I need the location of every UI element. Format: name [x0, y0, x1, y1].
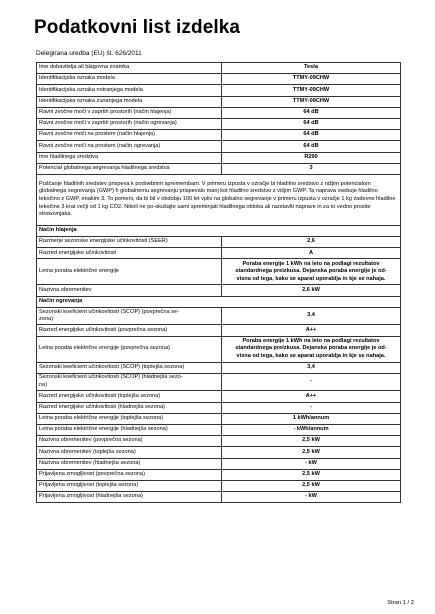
- row-value: TTMY-09CHW: [222, 85, 401, 96]
- row-label: Razmerje sezonske energijske učinkovitosti (SEER): [37, 237, 222, 248]
- row-value: 2,5 kW: [222, 480, 401, 491]
- table-row: [37, 96, 401, 107]
- table-row: [37, 413, 401, 424]
- section-heading: Način hlajenja: [37, 225, 401, 236]
- row-label: [37, 307, 222, 325]
- table-row: [37, 447, 401, 458]
- table-row: [37, 391, 401, 402]
- row-value: 64 dB: [222, 118, 401, 129]
- table-row: [37, 74, 401, 85]
- table-row: [37, 402, 401, 413]
- table-row: [37, 141, 401, 152]
- table-row: [37, 307, 401, 325]
- table-row: [37, 237, 401, 248]
- table-row: [37, 248, 401, 259]
- gwp-notice-row: [37, 174, 401, 225]
- row-value-line: standardnega preizkusa. Dejanska poraba energije je od-: [235, 345, 387, 352]
- row-label: Identifikacijska oznaka notranjega modela: [37, 85, 222, 96]
- row-label: Letna poraba električne energije (povprečna sezona): [37, 336, 222, 362]
- row-value: R290: [222, 152, 401, 163]
- regulation-subtitle: Delegirana uredba (EU) št. 626/2011: [36, 50, 142, 57]
- table-row: [37, 424, 401, 435]
- row-label: Ravni zvočne moči v zaprtih prostorih (način hlajenja): [37, 107, 222, 118]
- row-label: Nazivna obremenitev (povprečna sezona): [37, 436, 222, 447]
- row-label: Razred energijske učinkovitosti (povprečna sezona): [37, 325, 222, 336]
- row-value: 3: [222, 163, 401, 174]
- row-label: Ravni zvočne moči na prostem (način hlajenja): [37, 130, 222, 141]
- row-value: - kW: [222, 458, 401, 469]
- table-row: [37, 152, 401, 163]
- table-row: [37, 325, 401, 336]
- product-data-table: [36, 62, 401, 503]
- table-row: [37, 63, 401, 74]
- row-value: 2,5 kW: [222, 436, 401, 447]
- table-row: [37, 373, 401, 391]
- row-label: Nazivna obremenitev (toplejša sezona): [37, 447, 222, 458]
- row-value: TTMY-09CHW: [222, 74, 401, 85]
- table-row: [37, 259, 401, 285]
- row-value: A++: [222, 325, 401, 336]
- table-row: [37, 480, 401, 491]
- product-data-table-body: [37, 63, 401, 503]
- table-row: [37, 362, 401, 373]
- table-row: [37, 458, 401, 469]
- table-row: [37, 163, 401, 174]
- row-label: Razred energijske učinkovitosti: [37, 248, 222, 259]
- row-label: Nazivna obremenitev: [37, 285, 222, 296]
- row-label: Ravni zvočne moči na prostem (način ogrevanja): [37, 141, 222, 152]
- row-label-line: zona): [39, 316, 53, 323]
- row-value-line: standardnega preizkusa. Dejanska poraba energije je od-: [235, 268, 387, 275]
- row-label: Potencial globalnega segrevanja hladilnega sredstva: [37, 163, 222, 174]
- row-label: Sezonski koeficient učinkovitosti (SCOP) (toplejša sezona): [37, 362, 222, 373]
- row-value: Tesla: [222, 63, 401, 74]
- row-value: - kWh/annum: [222, 424, 401, 435]
- row-label: Letna poraba električne energije (hladnejša sezona): [37, 424, 222, 435]
- table-row: [37, 492, 401, 503]
- table-row: [37, 436, 401, 447]
- row-label: [37, 373, 222, 391]
- row-value: [222, 336, 401, 362]
- table-row: [37, 285, 401, 296]
- row-label-line: Sezonski koeficient učinkovitosti (SCOP) (povprečna se-: [39, 308, 179, 315]
- page-title: Podatkovni list izdelka: [34, 17, 241, 38]
- table-row: [37, 85, 401, 96]
- row-value: 2,5 kW: [222, 447, 401, 458]
- row-value-line: Poraba energije 1 kWh na leto na podlagi rezultatov: [242, 337, 380, 344]
- row-value: [222, 259, 401, 285]
- row-value: A: [222, 248, 401, 259]
- row-label: Razred energijske učinkovitosti (toplejša sezona): [37, 391, 222, 402]
- row-value-line: visna od tega, kako se aparat uporablja in kje se nahaja.: [236, 352, 386, 359]
- section-heading: Način ogrevanja: [37, 296, 401, 307]
- row-value-line: Poraba energije 1 kWh na leto na podlagi rezultatov: [242, 260, 380, 267]
- table-row: [37, 336, 401, 362]
- row-label: Ime hladilnega sredstva: [37, 152, 222, 163]
- row-value: -: [222, 402, 401, 413]
- row-label: Razred energijske učinkovitosti (hladnejša sezona): [37, 402, 222, 413]
- section-heading-row: [37, 296, 401, 307]
- table-row: [37, 107, 401, 118]
- row-value: 64 dB: [222, 130, 401, 141]
- table-row: [37, 130, 401, 141]
- row-value: 2,6: [222, 237, 401, 248]
- row-label: Prijavljena zmogljivost (povprečna sezona): [37, 469, 222, 480]
- row-value: 1 kWh/annum: [222, 413, 401, 424]
- row-label-line: na): [39, 382, 48, 389]
- row-value: TTMY-09CHW: [222, 96, 401, 107]
- row-label: Ime dobavitelja ali blagovna znamka: [37, 63, 222, 74]
- row-value: - kW: [222, 492, 401, 503]
- section-heading-row: [37, 225, 401, 236]
- row-label: Prijavljena zmogljivost (hladnejša sezona): [37, 492, 222, 503]
- row-value-line: visna od tega, kako se aparat uporablja in kje se nahaja.: [236, 275, 386, 282]
- page-number: Stran 1 / 2: [387, 600, 414, 606]
- row-value: 64 dB: [222, 141, 401, 152]
- row-value: 3,4: [222, 307, 401, 325]
- row-label: Identifikacijska oznaka zunanjega modela: [37, 96, 222, 107]
- row-value: 2,6 kW: [222, 285, 401, 296]
- row-value: 64 dB: [222, 107, 401, 118]
- row-label: Prijavljena zmogljivost (toplejša sezona): [37, 480, 222, 491]
- table-row: [37, 469, 401, 480]
- row-value: 2,5 kW: [222, 469, 401, 480]
- row-label-line: Sezonski koeficient učinkovitosti (SCOP) (hladnejša sezo-: [39, 374, 183, 381]
- row-value: -: [222, 373, 401, 391]
- row-value: A++: [222, 391, 401, 402]
- gwp-notice-text: Puščanje hladilnih sredstev prispeva k podnebnim spremembam. V primeru izpusta v ozračje bi hladilno sredstvo z nižjim potencialom globalnega segrevanja (GWP) h globalnemu segrevanju prispevalo manj kot hladilno sredstvo z višjim GWP. Ta naprava vsebuje hladilno tekočino z GWP, enakim 3. To pomeni, da bi bil v obdobju 100 let vpliv na globalno segrevanje v primeru izpusta v ozračje 1 kg zadevne hladilne tekočine 3 krat večji od 1 kg CO2. Nikoli ne po-skušajte sami spreminjati hladilnega obtoka ali razstavlti naprave in za to vedno prosite strokovnjaka.: [37, 174, 401, 225]
- row-label: Nazivna obremenitev (hladnejša sezona): [37, 458, 222, 469]
- table-row: [37, 118, 401, 129]
- row-value: 3,4: [222, 362, 401, 373]
- row-label: Identifikacijska oznaka modela: [37, 74, 222, 85]
- row-label: Letna poraba električne energije: [37, 259, 222, 285]
- row-label: Letna poraba električne energije (toplejša sezona): [37, 413, 222, 424]
- row-label: Ravni zvočne moči v zaprtih prostorih (način ogrevanja): [37, 118, 222, 129]
